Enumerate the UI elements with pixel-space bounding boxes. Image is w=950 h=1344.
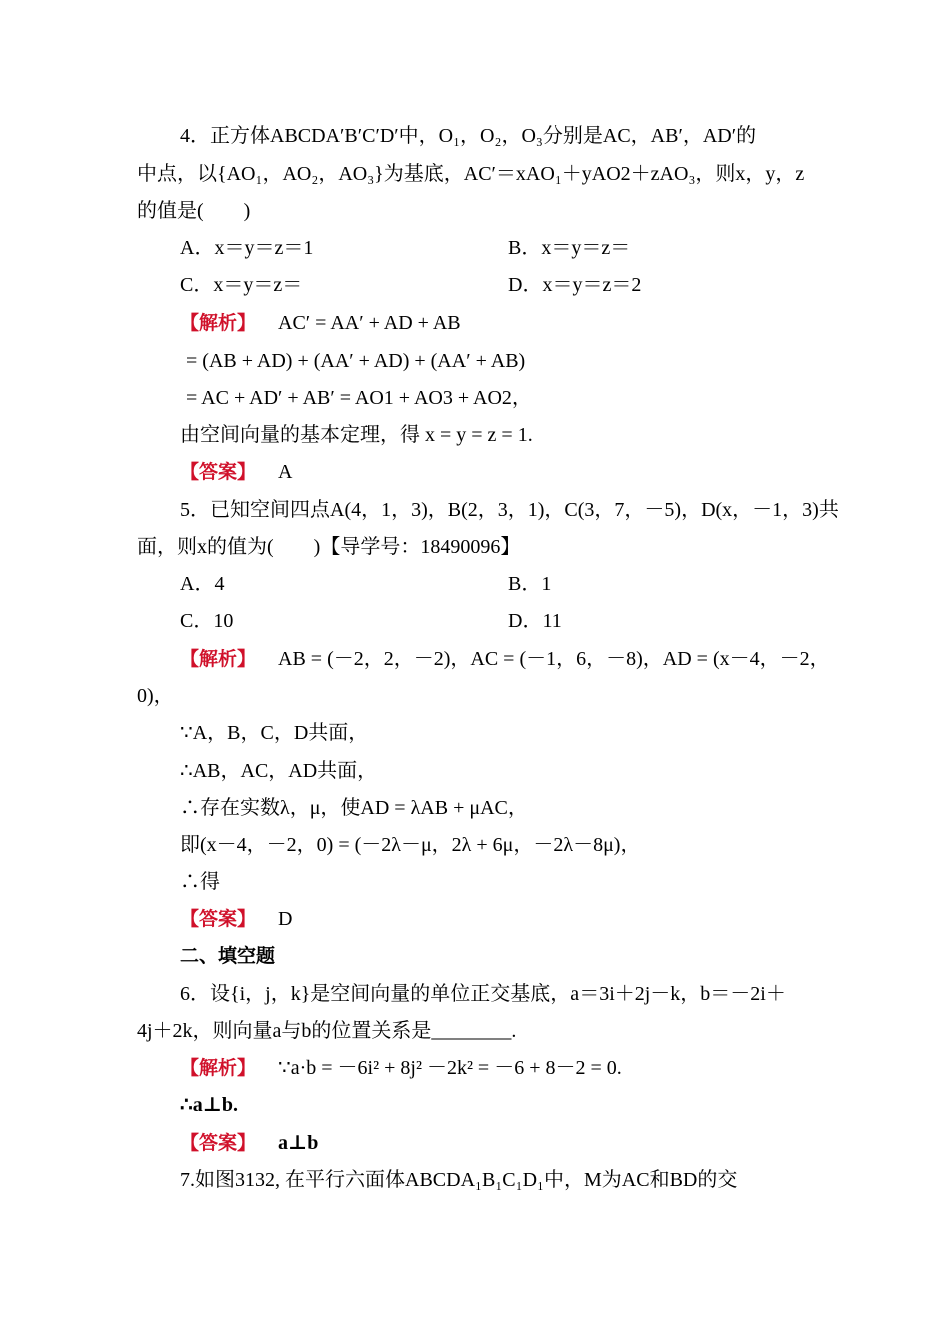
q4-answer-value: A <box>278 461 293 483</box>
q4-option-c: C．x＝y＝z＝ <box>180 274 303 296</box>
q4-answer-row <box>180 458 292 486</box>
q5-analysis-line-3: ∵A，B，C，D共面， <box>180 722 369 744</box>
q5-analysis-label: 【解析】 <box>180 648 257 670</box>
q5-analysis-line-4: ∴AB，AC，AD共面， <box>180 760 378 782</box>
q4-stem-line-2: 中点，以{AO₁，AO₂，AO₃}为基底，AC′＝xAO₁＋yAO2＋zAO₃，则x，y，z <box>137 163 805 185</box>
q5-answer-label: 【答案】 <box>180 908 257 930</box>
q4-stem-line-1: 4．正方体ABCDA′B′C′D′中，O₁，O₂，O₃分别是AC，AB′，AD′的 <box>180 125 757 147</box>
q5-stem-line-2: 面，则x的值为( )【导学号：18490096】 <box>137 536 521 558</box>
q4-analysis-row <box>180 309 461 337</box>
q5-analysis-row <box>180 645 830 673</box>
q6-analysis-label: 【解析】 <box>180 1057 257 1079</box>
q4-answer-label: 【答案】 <box>180 461 257 483</box>
q4-analysis-line-2: = (AB + AD) + (AA′ + AD) + (AA′ + AB) <box>186 350 526 372</box>
q4-option-b: B．x＝y＝z＝ <box>508 237 631 259</box>
q6-answer-row <box>180 1129 318 1157</box>
q6-analysis-row <box>180 1054 622 1082</box>
q5-analysis-line-5: ∴存在实数λ，μ，使AD = λAB + μAC， <box>180 797 528 819</box>
q4-analysis-line-1: AC′ = AA′ + AD + AB <box>278 312 461 334</box>
q4-stem-line-3: 的值是( ) <box>137 200 251 222</box>
q6-analysis-line-2: ∴a⊥b. <box>180 1094 239 1116</box>
q6-answer-value: a⊥b <box>278 1132 319 1154</box>
q5-option-b: B．1 <box>508 573 552 595</box>
q5-option-c: C．10 <box>180 610 234 632</box>
q4-analysis-line-4: 由空间向量的基本定理，得 x = y = z = 1. <box>180 424 533 446</box>
q6-analysis-line-1: ∵a·b = －6i² + 8j² －2k² = －6 + 8－2 = 0. <box>278 1057 622 1079</box>
q4-option-a: A．x＝y＝z＝1 <box>180 237 314 259</box>
q5-option-d: D．11 <box>508 610 562 632</box>
q7-stem-line-1: 7.如图3132, 在平行六面体ABCDA₁B₁C₁D₁中，M为AC和BD的交 <box>180 1169 738 1191</box>
q5-analysis-line-7: ∴得 <box>180 871 220 893</box>
q5-analysis-line-2: 0)， <box>137 685 174 707</box>
q5-stem-line-1: 5．已知空间四点A(4，1，3)，B(2，3，1)，C(3，7，－5)，D(x，－1，3)共 <box>180 499 839 521</box>
q6-answer-label: 【答案】 <box>180 1132 257 1154</box>
q5-option-a: A．4 <box>180 573 225 595</box>
q5-analysis-line-6: 即(x－4，－2，0) = (－2λ－μ，2λ + 6μ，－2λ－8μ)， <box>180 834 641 856</box>
q4-analysis-label: 【解析】 <box>180 312 257 334</box>
section-heading: 二、填空题 <box>180 945 276 967</box>
q6-stem-line-1: 6．设{i，j，k}是空间向量的单位正交基底，a＝3i＋2j－k，b＝－2i＋ <box>180 983 786 1005</box>
q5-analysis-line-1: AB = (－2，2，－2)，AC = (－1，6，－8)，AD = (x－4，－2， <box>278 648 830 670</box>
q5-answer-value: D <box>278 908 293 930</box>
q4-analysis-line-3: = AC + AD′ + AB′ = AO1 + AO3 + AO2， <box>186 387 532 409</box>
q5-answer-row <box>180 905 292 933</box>
q4-option-d: D．x＝y＝z＝2 <box>508 274 642 296</box>
q6-stem-line-2: 4j＋2k，则向量a与b的位置关系是________. <box>137 1020 517 1042</box>
